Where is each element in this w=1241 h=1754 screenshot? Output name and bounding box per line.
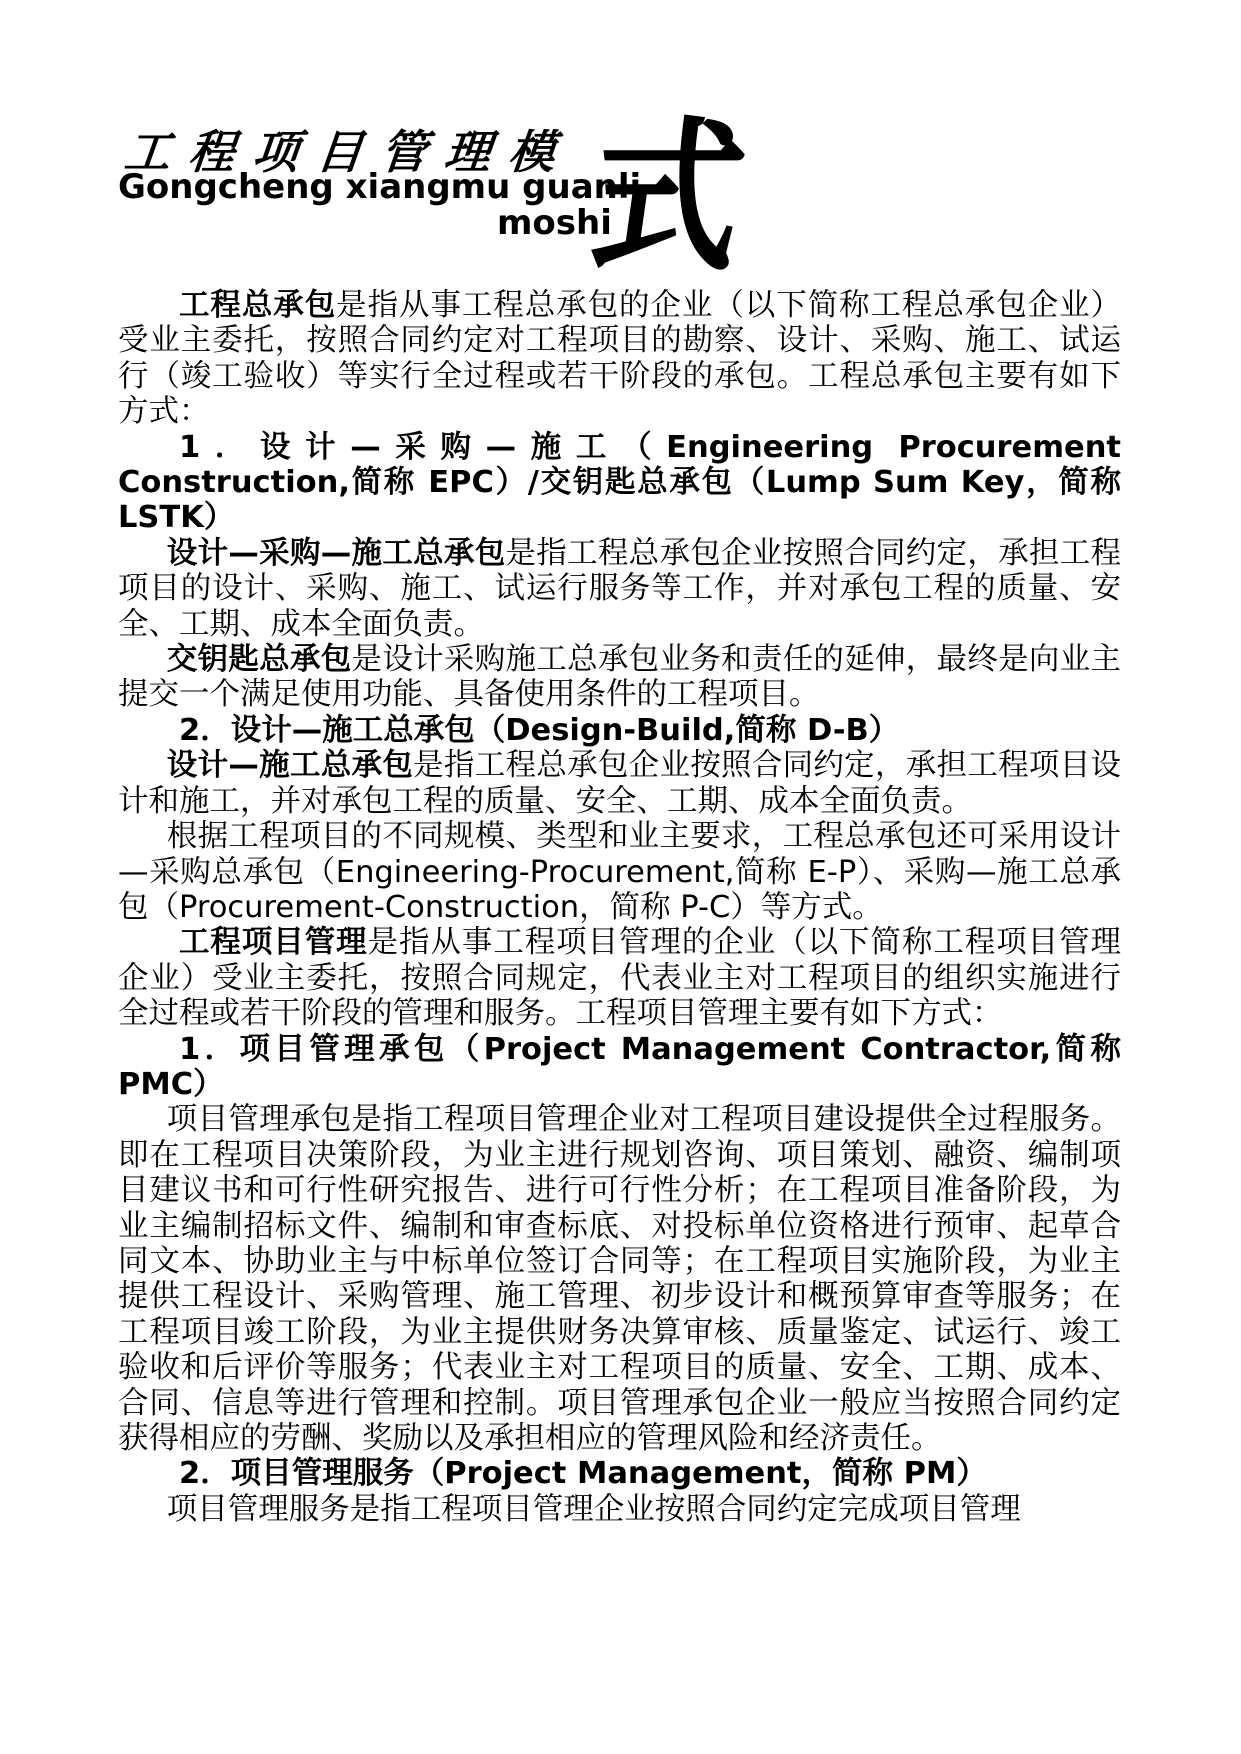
paragraph-other-methods: 根据工程项目的不同规模、类型和业主要求，工程总承包还可采用设计—采购总承包（Engineering-Procurement,简称 E-P）、采购—施工总承包（Procurement-Construction，简称 P-C）等方式。	[118, 819, 1121, 925]
paragraph-text: 是指工程总承包企业按照合同约定，承担工程项目设计和施工，并对承包工程的质量、安全、工期、成本全面负责。	[118, 748, 1122, 819]
heading-epc: 1．设计—采购—施工（Engineering Procurement Construction,简称 EPC）/交钥匙总承包（Lump Sum Key，简称 LSTK）	[118, 429, 1121, 536]
paragraph-text: 是指从事工程总承包的企业（以下简称工程总承包企业）受业主委托，按照合同约定对工程项目的勘察、设计、采购、施工、试运行（竣工验收）等实行全过程或若干阶段的承包。工程总承包主要有如下方式：	[118, 288, 1121, 430]
term-bold: 设计—施工总承包	[166, 748, 414, 784]
document-header	[0, 0, 1241, 295]
title-pinyin-line1: Gongcheng xiangmu guanli	[118, 167, 642, 207]
paragraph-text: 是设计采购施工总承包业务和责任的延伸，最终是向业主提交一个满足使用功能、具备使用条件的工程项目。	[118, 642, 1122, 713]
paragraph-db-def	[118, 748, 1121, 819]
heading-pmc: 1．项目管理承包（Project Management Contractor,简称 PMC）	[118, 1031, 1121, 1102]
paragraph-lstk-def	[118, 642, 1121, 713]
title-big-character: 式	[579, 101, 757, 295]
paragraph-text: 是指工程总承包企业按照合同约定，承担工程项目的设计、采购、施工、试运行服务等工作，并对承包工程的质量、安全、工期、成本全面负责。	[118, 535, 1122, 642]
term-bold: 交钥匙总承包	[166, 642, 352, 678]
paragraph-pm-def: 项目管理服务是指工程项目管理企业按照合同约定完成项目管理	[166, 1491, 1021, 1527]
document-body	[118, 288, 1121, 1527]
paragraph-epc-intro	[118, 288, 1121, 430]
term-bold: 工程项目管理	[179, 925, 368, 961]
title-chinese: 工程项目管理模	[121, 125, 576, 179]
paragraph-pmc-def: 项目管理承包是指工程项目管理企业对工程项目建设提供全过程服务。即在工程项目决策阶段，为业主进行规划咨询、项目策划、融资、编制项目建议书和可行性研究报告、进行可行性分析；在工程项目准备阶段，为业主编制招标文件、编制和审查标底、对投标单位资格进行预审、起草合同文本、协助业主与中标单位签订合同等；在工程项目实施阶段，为业主提供工程设计、采购管理、施工管理、初步设计和概预算审查等服务；在工程项目竣工阶段，为业主提供财务决算审核、质量鉴定、试运行、竣工验收和后评价等服务；代表业主对工程项目的质量、安全、工期、成本、合同、信息等进行管理和控制。项目管理承包企业一般应当按照合同约定获得相应的劳酬、奖励以及承担相应的管理风险和经济责任。	[118, 1102, 1121, 1456]
term-bold: 工程总承包	[179, 288, 337, 323]
heading-pm: 2．项目管理服务（Project Management，简称 PM）	[179, 1456, 987, 1492]
heading-db: 2．设计—施工总承包（Design-Build,简称 D-B）	[179, 712, 900, 748]
term-bold: 设计—采购—施工总承包	[166, 535, 506, 571]
paragraph-text: 是指从事工程项目管理的企业（以下简称工程项目管理企业）受业主委托，按照合同规定，代表业主对工程项目的组织实施进行全过程或若干阶段的管理和服务。工程项目管理主要有如下方式：	[118, 925, 1122, 1032]
paragraph-epc-def	[118, 536, 1121, 642]
paragraph-pm-intro	[118, 925, 1121, 1031]
title-pinyin-line2: moshi	[497, 203, 612, 243]
